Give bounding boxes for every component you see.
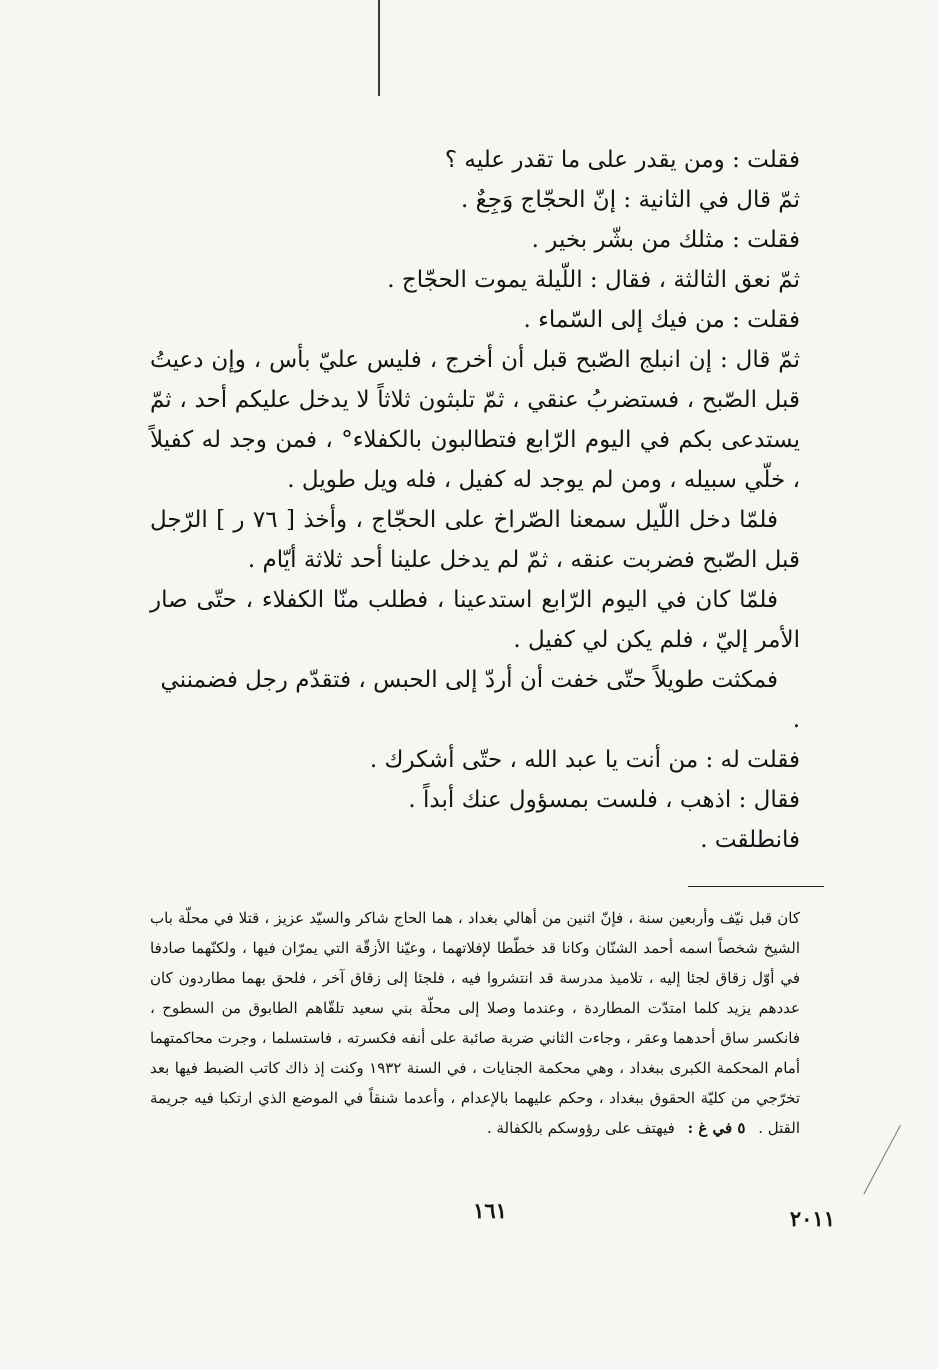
footnote-body: كان قبل نيّف وأربعين سنة ، فإنّ اثنين من أهالي بغداد ، هما الحاج شاكر والسيّد عزيز ، قتلا في محلّة باب الشيخ شخصاً اسمه أحمد الشنّان وكانا قد خطّطا لإفلاتهما ، وعيّنا الأزقّة التي يمرّان فيها ، ولكنّهما صادفا في أوّل زقاق لجئا إليه ، تلاميذ مدرسة قد انتشروا فيه ، فلجئا إلى زقاق آخر ، فلحق بهما مطاردون كان عددهم يزيد كلما امتدّت المطاردة ، وعندما وصلا إلى محلّة بني سعيد تلقّاهم الطابوق من السطوح ، فانكسر ساق أحدهما وعقر ، وجاءت الثاني ضربة صائبة على أنفه فكسرته ، فاستسلما ، وجرت محاكمتهما أمام المحكمة الكبرى ببغداد ، وهي محكمة الجنايات ، في السنة ١٩٣٢ وكنت إذ ذاك كاتب الضبط فيها بعد تخرّجي من كليّة الحقوق ببغداد ، وحكم عليهما بالإعدام ، وأعدما شنقاً في الموضع الذي ارتكبا فيه جريمة القتل .: [150, 909, 801, 1137]
text-line: فقلت : مثلك من بشّر بخير .: [531, 227, 800, 253]
signature-number: ٢٠١١: [789, 1206, 835, 1231]
footnotes: [150, 903, 800, 1143]
text-line: فانطلقت .: [700, 827, 800, 853]
main-text: [150, 140, 800, 860]
footnote-body-second: فيهتف على رؤوسكم بالكفالة .: [486, 1119, 675, 1137]
binding-line: [378, 0, 380, 96]
text-line: فمكثت طويلاً حتّى خفت أن أردّ إلى الحبس ، فتقدّم رجل فضمنني .: [160, 667, 800, 733]
text-line: فقلت له : من أنت يا عبد الله ، حتّى أشكرك .: [369, 747, 800, 773]
footnote-marker: ٥ في غ :: [687, 1119, 746, 1137]
text-line: ثمّ قال في الثانية : إنّ الحجّاج وَجِعٌ .: [461, 187, 800, 213]
text-line: فقلت : من فيك إلى السّماء .: [523, 307, 800, 333]
footnote-text: [150, 903, 800, 1143]
text-paragraph: فلمّا كان في اليوم الرّابع استدعينا ، فطلب منّا الكفلاء ، حتّى صار الأمر إليّ ، فلم يكن لي كفيل .: [150, 587, 800, 653]
margin-pencil-mark: [863, 1125, 901, 1194]
text-line: فقلت : ومن يقدر على ما تقدر عليه ؟: [444, 147, 800, 173]
text-paragraph: فلمّا دخل اللّيل سمعنا الصّراخ على الحجّاج ، وأخذ [ ٧٦ ر ] الرّجل قبل الصّبح فضربت عنقه ، ثمّ لم يدخل علينا أحد ثلاثة أيّام .: [150, 507, 800, 573]
footnote-separator: [688, 886, 824, 887]
text-paragraph: ثمّ قال : إن انبلج الصّبح قبل أن أخرج ، فليس عليّ بأس ، وإن دعيتُ قبل الصّبح ، فستضربُ عنقي ، ثمّ تلبثون ثلاثاً لا يدخل عليكم أحد ، ثمّ يستدعى بكم في اليوم الرّابع فتطالبون بالكفلاء° ، فمن وجد له كفيلاً ، خلّي سبيله ، ومن لم يوجد له كفيل ، فله ويل طويل .: [150, 347, 800, 493]
text-line: ثمّ نعق الثالثة ، فقال : اللّيلة يموت الحجّاج .: [387, 267, 800, 293]
page-number: ١٦١: [473, 1198, 507, 1223]
text-line: فقال : اذهب ، فلست بمسؤول عنك أبداً .: [408, 787, 800, 813]
